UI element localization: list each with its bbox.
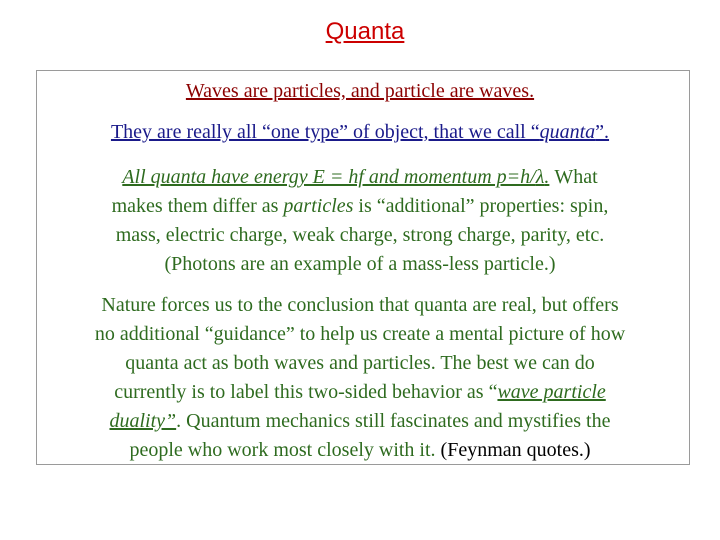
paragraph-waves-particles [0,77,720,106]
particles-term: particles [283,195,354,217]
quanta-term: quanta [539,121,596,143]
particles-line: makes them differ as particles is “additional” properties: spin, [111,195,609,217]
properties-line: mass, electric charge, weak charge, strong charge, parity, etc. [115,224,605,246]
photons-line: (Photons are an example of a mass-less particle.) [164,253,556,275]
waves-particles-text: Waves are particles, and particle are waves. [185,80,535,102]
energy-line: All quanta have energy E = hf and momentum p=h/λ. What [122,166,598,188]
paragraph-nature [0,291,720,465]
one-type-text: They are really all “one type” of object, that we call “quanta”. [110,121,610,143]
lambda-symbol: λ [535,166,545,188]
nature-line-4: currently is to label this two-sided behavior as “wave particle [114,381,606,403]
energy-momentum-text: All quanta have energy E = hf and momentum p=h/λ. [122,166,550,188]
paragraph-energy-momentum [0,163,720,279]
nature-line-1: Nature forces us to the conclusion that quanta are real, but offers [101,294,619,316]
slide-title: Quanta [325,18,405,45]
nature-line-5: duality”. Quantum mechanics still fascinates and mystifies the [109,410,611,432]
nature-line-3: quanta act as both waves and particles. The best we can do [125,352,595,374]
duality-term: duality” [109,410,177,432]
paragraph-one-type [0,118,720,147]
nature-line-2: no additional “guidance” to help us create a mental picture of how [94,323,626,345]
wave-particle-term: wave particle [497,381,606,403]
feynman-quotes: (Feynman quotes.) [440,439,591,461]
nature-line-6: people who work most closely with it. (Feynman quotes.) [129,439,591,461]
